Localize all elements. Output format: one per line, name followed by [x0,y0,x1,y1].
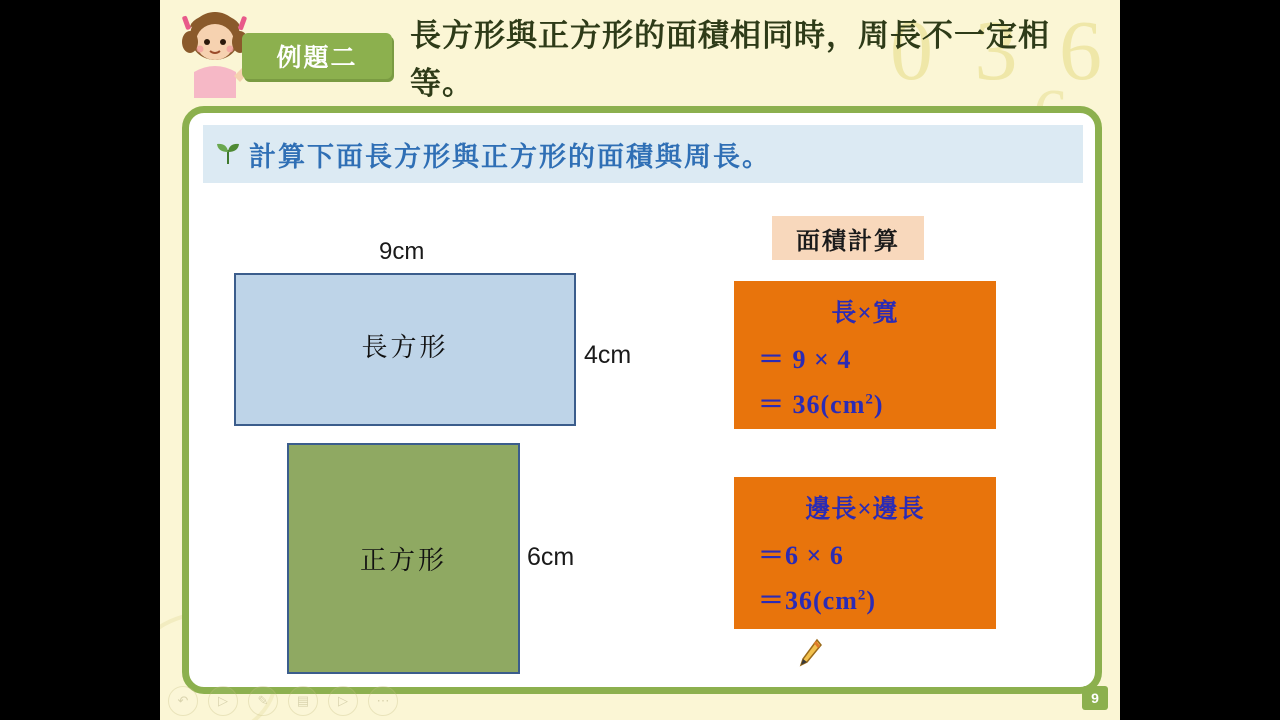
background-digits-top: 0 3 6 [890,2,1112,98]
rectangle-area-line-2 [758,384,972,421]
rectangle-height-label: 4cm [584,341,632,369]
rectangle-area-formula: 長×寬 [831,300,899,327]
instruction-bar [203,125,1083,183]
page-number-badge: 9 [1082,686,1108,710]
toolbar-button-back[interactable]: ↶ [168,686,198,716]
content-panel [182,106,1102,694]
rectangle-area-calculation [734,281,996,429]
toolbar-button-next[interactable]: ▷ [328,686,358,716]
area-calculation-heading: 面積計算 [772,216,924,260]
toolbar-button-play[interactable]: ▷ [208,686,238,716]
rectangle-width-label: 9cm [379,238,425,265]
instruction-text: 計算下面長方形與正方形的面積與周長。 [249,141,771,172]
rectangle-area-result-suffix: ) [873,390,884,419]
square-area-line-2 [758,580,972,617]
square-area-unit-exponent: 2 [857,587,867,604]
rectangle-area-result-prefix: ＝ 36(cm [758,390,866,419]
slide-canvas [160,0,1120,720]
square-shape [287,443,520,674]
square-side-label: 6cm [527,543,575,571]
toolbar-button-pen[interactable]: ✎ [248,686,278,716]
rectangle-area-unit-exponent: 2 [865,391,874,408]
square-area-result-suffix: ) [866,586,877,615]
square-shape-label: 正方形 [359,546,447,575]
square-area-calculation [734,477,996,629]
square-area-line-1: ＝6 × 6 [758,541,844,570]
rectangle-shape-label: 長方形 [361,333,449,362]
toolbar-button-more[interactable]: ⋯ [368,686,398,716]
example-tag: 例題二 [242,33,392,79]
square-area-result-prefix: ＝36(cm [758,586,858,615]
pencil-cursor-icon [797,638,823,668]
rectangle-shape [234,273,576,426]
page-title: 長方形與正方形的面積相同時，周長不一定相等。 [410,18,1050,101]
rectangle-area-line-1: ＝ 9 × 4 [758,345,852,374]
slide-toolbar[interactable] [168,686,398,716]
slide-header [160,0,1120,110]
square-area-formula: 邊長×邊長 [805,496,925,523]
leaf-icon [215,142,241,166]
toolbar-button-page[interactable]: ▤ [288,686,318,716]
